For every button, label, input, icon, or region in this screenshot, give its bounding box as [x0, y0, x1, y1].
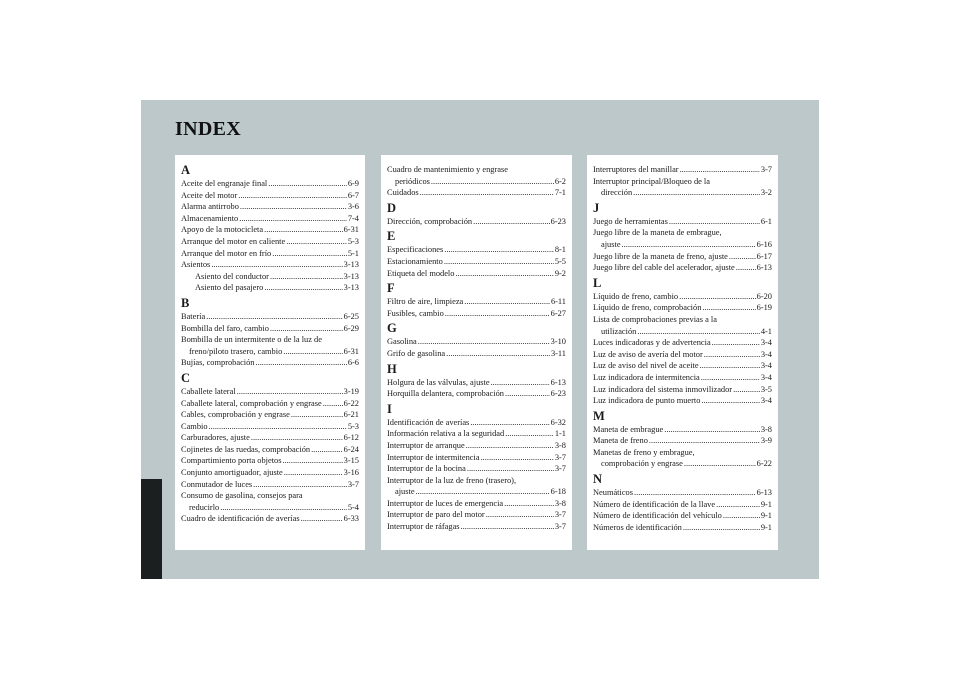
index-entry-label: freno/piloto trasero, cambio — [189, 346, 283, 356]
index-letter: N — [593, 472, 603, 487]
index-entry-head: Interruptor principal/Bloqueo de la — [593, 176, 710, 186]
index-entry-label: Interruptor de la bocina — [387, 464, 466, 474]
leader-dots — [504, 498, 554, 510]
index-entry-label: Compartimiento porta objetos — [181, 456, 282, 466]
index-entry — [387, 509, 566, 521]
leader-dots — [716, 499, 760, 511]
leader-dots — [418, 336, 550, 348]
index-entry-label: Caballete lateral — [181, 386, 236, 396]
index-entry — [181, 513, 359, 525]
leader-dots — [445, 308, 550, 320]
index-letter: M — [593, 408, 605, 423]
index-entry-label: Interruptor de arranque — [387, 440, 465, 450]
index-entry-page: 6-9 — [347, 179, 359, 188]
leader-dots — [211, 259, 342, 271]
index-entry — [593, 326, 772, 338]
index-entry — [593, 522, 772, 534]
index-entry — [387, 521, 566, 533]
index-entry-label: Maneta de embrague — [593, 424, 664, 434]
leader-dots — [491, 377, 550, 389]
index-entry — [387, 417, 566, 429]
index-entry-label: Maneta de freno — [593, 436, 648, 446]
index-entry-page: 6-13 — [756, 488, 772, 498]
index-entry-page: 4-1 — [760, 326, 772, 336]
leader-dots — [444, 244, 554, 256]
index-entry-page: 1-1 — [554, 429, 566, 439]
index-entry-label: Horquilla delantera, comprobación — [387, 389, 504, 399]
index-entry-label: Número de identificación del vehículo — [593, 511, 722, 521]
index-entry-label: Dirección, comprobación — [387, 216, 473, 226]
index-entry-label: Cuadro de identificación de averías — [181, 514, 300, 524]
index-entry — [181, 479, 359, 491]
leader-dots — [272, 248, 347, 260]
index-entry — [181, 213, 359, 225]
index-entry-label: Líquido de freno, cambio — [593, 291, 679, 301]
index-letter: A — [181, 163, 191, 177]
leader-dots — [301, 513, 343, 525]
index-entry-label: Cuidados — [387, 188, 419, 198]
leader-dots — [733, 384, 760, 396]
index-entry-page: 6-11 — [550, 297, 566, 307]
leader-dots — [286, 236, 347, 248]
index-letter: F — [387, 281, 395, 296]
index-entry — [181, 444, 359, 456]
leader-dots — [444, 256, 554, 268]
index-entry-page: 6-13 — [550, 377, 566, 387]
index-entry-page: 3-4 — [760, 372, 772, 382]
index-entry-page: 6-2 — [554, 176, 566, 186]
leader-dots — [253, 479, 347, 491]
index-entry — [387, 463, 566, 475]
index-entry — [387, 244, 566, 256]
leader-dots — [701, 395, 759, 407]
index-entry — [593, 499, 772, 511]
index-entry — [593, 302, 772, 314]
index-entry — [387, 296, 566, 308]
leader-dots — [622, 239, 756, 251]
index-entry-label: Alarma antirrobo — [181, 202, 239, 212]
index-entry-label: Conjunto amortiguador, ajuste — [181, 468, 283, 478]
leader-dots — [220, 502, 347, 514]
index-entry-label: Interruptor de paro del motor — [387, 510, 485, 520]
leader-dots — [206, 311, 342, 323]
index-entry-page: 6-7 — [347, 190, 359, 200]
leader-dots — [416, 486, 550, 498]
index-entry-label: ajuste — [395, 487, 415, 497]
index-entry-label: Caballete lateral, comprobación y engrase — [181, 398, 322, 408]
leader-dots — [704, 349, 760, 361]
index-entry — [387, 256, 566, 268]
index-entry — [387, 377, 566, 389]
index-letter: L — [593, 275, 602, 290]
index-entry — [181, 201, 359, 213]
index-entry-label: dirección — [601, 188, 633, 198]
leader-dots — [291, 409, 343, 421]
index-entry-label: Asiento del pasajero — [195, 283, 264, 293]
index-letter: E — [387, 229, 396, 244]
index-entry-page: 3-5 — [760, 384, 772, 394]
leader-dots — [311, 444, 343, 456]
leader-dots — [702, 302, 755, 314]
index-letter: H — [387, 361, 397, 376]
index-entry-page: 3-8 — [760, 424, 772, 434]
index-entry-page: 6-32 — [550, 417, 566, 427]
index-entry-label: Juego libre de la maneta de freno, ajuste — [593, 251, 728, 261]
index-entry-label: utilización — [601, 326, 637, 336]
index-entry — [181, 190, 359, 202]
index-entry-label: Bujías, comprobación — [181, 358, 255, 368]
index-entry-label: reducirlo — [189, 502, 220, 512]
index-entry-page: 6-16 — [756, 239, 772, 249]
index-entry-page: 3-13 — [343, 260, 359, 270]
index-entry — [387, 388, 566, 400]
index-entry-page: 6-21 — [343, 410, 359, 420]
leader-dots — [736, 262, 756, 274]
index-entry — [181, 282, 359, 294]
index-entry-label: Grifo de gasolina — [387, 348, 446, 358]
leader-dots — [264, 282, 342, 294]
index-entry-page: 3-7 — [554, 464, 566, 474]
index-entry-page: 3-4 — [760, 396, 772, 406]
leader-dots — [446, 348, 550, 360]
index-entry-head: Consumo de gasolina, consejos para — [181, 491, 303, 501]
index-entry-page: 3-7 — [347, 479, 359, 489]
index-entry-page: 6-24 — [343, 444, 359, 454]
index-entry-page: 5-3 — [347, 236, 359, 246]
index-entry-page: 6-29 — [343, 323, 359, 333]
index-entry-label: Arranque del motor en caliente — [181, 236, 286, 246]
index-entry — [387, 452, 566, 464]
index-entry-label: Interruptor de intermitencia — [387, 452, 480, 462]
leader-dots — [284, 467, 343, 479]
index-entry-head: Lista de comprobaciones previas a la — [593, 314, 717, 324]
index-letter: C — [181, 370, 191, 385]
index-entry — [593, 262, 772, 274]
index-entry — [181, 178, 359, 190]
index-entry-page: 6-31 — [343, 225, 359, 235]
index-entry-page: 6-23 — [550, 216, 566, 226]
index-entry — [181, 357, 359, 369]
index-entry-label: Luz indicadora de intermitencia — [593, 372, 700, 382]
index-entry-page: 6-27 — [550, 308, 566, 318]
index-entry — [387, 336, 566, 348]
leader-dots — [723, 510, 760, 522]
index-entry — [593, 384, 772, 396]
index-entry-label: Interruptor de luces de emergencia — [387, 498, 504, 508]
leader-dots — [505, 428, 554, 440]
index-entry — [181, 386, 359, 398]
leader-dots — [323, 398, 343, 410]
index-entry-label: Interruptores del manillar — [593, 165, 679, 174]
index-letter: B — [181, 295, 190, 310]
index-entry — [181, 311, 359, 323]
index-entry-page: 3-6 — [347, 202, 359, 212]
leader-dots — [268, 178, 347, 190]
index-entry-page: 7-4 — [347, 213, 359, 223]
index-entry-label: Número de identificación de la llave — [593, 499, 716, 509]
index-entry-label: Juego de herramientas — [593, 216, 668, 226]
index-entry-label: Identificación de averías — [387, 417, 470, 427]
index-entry-page: 3-8 — [554, 440, 566, 450]
index-entry — [593, 360, 772, 372]
index-entry — [593, 187, 772, 199]
index-entry-page: 6-12 — [343, 433, 359, 443]
leader-dots — [729, 251, 756, 263]
index-entry — [593, 510, 772, 522]
index-entry — [593, 164, 772, 176]
index-entry — [387, 486, 566, 498]
leader-dots — [679, 291, 756, 303]
index-entry — [593, 435, 772, 447]
index-entry — [181, 259, 359, 271]
index-entry-page: 6-22 — [343, 398, 359, 408]
index-entry-page: 6-22 — [756, 459, 772, 469]
index-entry — [181, 398, 359, 410]
leader-dots — [701, 372, 760, 384]
index-entry-label: Luz indicadora de punto muerto — [593, 396, 701, 406]
index-entry — [593, 487, 772, 499]
leader-dots — [664, 424, 760, 436]
index-entry-page: 6-33 — [343, 514, 359, 524]
index-entry — [387, 268, 566, 280]
index-entry-page: 9-1 — [760, 499, 772, 509]
index-entry-label: Apoyo de la motocicleta — [181, 225, 264, 235]
leader-dots — [461, 521, 554, 533]
index-entry-label: Aceite del motor — [181, 190, 238, 200]
index-entry-page: 3-4 — [760, 338, 772, 348]
index-column-1 — [175, 155, 365, 550]
index-entry-label: Almacenamiento — [181, 213, 239, 223]
index-entry — [593, 239, 772, 251]
leader-dots — [669, 216, 760, 228]
index-letter: I — [387, 401, 392, 416]
index-entry-page: 3-4 — [760, 361, 772, 371]
leader-dots — [431, 176, 554, 188]
index-entry-label: Estacionamiento — [387, 256, 443, 266]
index-entry-head: Cuadro de mantenimiento y engrase — [387, 165, 508, 174]
index-entry — [181, 502, 359, 514]
index-entry-page: 3-15 — [343, 456, 359, 466]
index-entry-label: ajuste — [601, 239, 621, 249]
index-entry — [387, 176, 566, 188]
index-entry-page: 5-1 — [347, 248, 359, 258]
leader-dots — [505, 388, 550, 400]
index-entry-head: Interruptor de la luz de freno (trasero), — [387, 475, 517, 485]
leader-dots — [251, 432, 343, 444]
leader-dots — [238, 190, 347, 202]
index-entry-label: Interruptor de ráfagas — [387, 522, 460, 532]
index-entry-label: Carburadores, ajuste — [181, 433, 250, 443]
index-entry-page: 3-13 — [343, 283, 359, 293]
index-entry — [387, 187, 566, 199]
index-entry-label: Bombilla del faro, cambio — [181, 323, 269, 333]
index-entry — [181, 346, 359, 358]
index-entry — [387, 308, 566, 320]
index-entry-label: Especificaciones — [387, 245, 444, 255]
index-entry-page: 3-9 — [760, 436, 772, 446]
index-entry-page: 6-31 — [343, 346, 359, 356]
index-entry — [181, 271, 359, 283]
leader-dots — [633, 187, 760, 199]
leader-dots — [680, 164, 760, 176]
index-entry — [593, 216, 772, 228]
index-entry-page: 3-19 — [343, 386, 359, 396]
index-entry-label: Neumáticos — [593, 488, 634, 498]
index-entry-label: Arranque del motor en frío — [181, 248, 272, 258]
index-entry — [387, 498, 566, 510]
index-entry — [593, 458, 772, 470]
index-entry-page: 7-1 — [554, 188, 566, 198]
index-entry-page: 6-17 — [756, 251, 772, 261]
chapter-tab — [141, 479, 162, 579]
index-entry-page: 3-10 — [550, 337, 566, 347]
index-entry — [387, 348, 566, 360]
index-entry-page: 9-1 — [760, 511, 772, 521]
index-entry-page: 3-2 — [760, 188, 772, 198]
index-entry-label: Conmutador de luces — [181, 479, 253, 489]
index-entry-page: 3-7 — [554, 452, 566, 462]
index-entry-label: comprobación y engrase — [601, 459, 683, 469]
leader-dots — [649, 435, 760, 447]
index-entry-page: 5-4 — [347, 502, 359, 512]
index-entry-label: Asiento del conductor — [195, 271, 269, 281]
index-entry-label: Batería — [181, 311, 206, 321]
leader-dots — [637, 326, 759, 338]
index-entry-head: Juego libre de la maneta de embrague, — [593, 228, 722, 238]
leader-dots — [464, 296, 550, 308]
index-entry-page: 3-11 — [550, 348, 566, 358]
index-entry — [181, 421, 359, 433]
index-entry-label: Gasolina — [387, 337, 417, 347]
index-entry-label: Filtro de aire, limpieza — [387, 297, 464, 307]
index-entry — [387, 440, 566, 452]
leader-dots — [470, 417, 549, 429]
index-entry-page: 9-1 — [760, 522, 772, 532]
index-entry-label: Cojinetes de las ruedas, comprobación — [181, 444, 311, 454]
index-entry — [593, 291, 772, 303]
leader-dots — [256, 357, 347, 369]
leader-dots — [420, 187, 554, 199]
index-entry — [181, 432, 359, 444]
index-entry-page: 5-3 — [347, 421, 359, 431]
index-entry-label: Luz de aviso de avería del motor — [593, 349, 703, 359]
index-entry-label: Asientos — [181, 260, 211, 270]
index-entry-page: 3-13 — [343, 271, 359, 281]
index-entry — [181, 236, 359, 248]
index-entry-page: 6-1 — [760, 216, 772, 226]
index-entry-page: 3-7 — [554, 522, 566, 532]
leader-dots — [712, 337, 760, 349]
index-entry-label: Cambio — [181, 421, 208, 431]
leader-dots — [264, 224, 343, 236]
index-entry-label: Etiqueta del modelo — [387, 268, 455, 278]
index-entry-label: Aceite del engranaje final — [181, 179, 268, 188]
index-entry-head: Manetas de freno y embrague, — [593, 447, 695, 457]
index-entry-label: Luces indicadoras y de advertencia — [593, 338, 711, 348]
index-entry — [181, 248, 359, 260]
index-entry — [181, 323, 359, 335]
index-entry — [593, 251, 772, 263]
index-entry — [593, 337, 772, 349]
leader-dots — [473, 216, 550, 228]
index-entry-page: 6-23 — [550, 389, 566, 399]
index-entry-label: periódicos — [395, 176, 430, 186]
leader-dots — [237, 386, 343, 398]
index-entry-page: 6-19 — [756, 303, 772, 313]
index-entry-page: 3-7 — [554, 510, 566, 520]
leader-dots — [209, 421, 347, 433]
index-entry-page: 3-7 — [760, 165, 772, 174]
index-entry-label: Cables, comprobación y engrase — [181, 410, 290, 420]
index-entry-page: 6-13 — [756, 263, 772, 273]
leader-dots — [486, 509, 554, 521]
index-entry-head: Bombilla de un intermitente o de la luz de — [181, 335, 322, 345]
index-entry — [593, 349, 772, 361]
index-entry-page: 9-2 — [554, 268, 566, 278]
index-entry-page: 6-6 — [347, 358, 359, 368]
leader-dots — [283, 346, 342, 358]
index-entry-page: 6-25 — [343, 311, 359, 321]
index-entry-label: Luz de aviso del nivel de aceite — [593, 361, 699, 371]
index-entry — [181, 409, 359, 421]
index-letter: G — [387, 321, 397, 336]
index-entry — [181, 224, 359, 236]
index-entry-page: 5-5 — [554, 256, 566, 266]
index-entry-label: Luz indicadora del sistema inmovilizador — [593, 384, 733, 394]
leader-dots — [481, 452, 554, 464]
index-column-3 — [587, 155, 778, 550]
index-entry-page: 3-8 — [554, 498, 566, 508]
index-entry-page: 3-16 — [343, 468, 359, 478]
leader-dots — [270, 271, 343, 283]
index-entry-page: 6-20 — [756, 291, 772, 301]
leader-dots — [684, 458, 756, 470]
index-entry-label: Información relativa a la seguridad — [387, 429, 505, 439]
index-column-2 — [381, 155, 572, 550]
index-entry — [593, 424, 772, 436]
index-letter: J — [593, 200, 600, 215]
leader-dots — [683, 522, 760, 534]
leader-dots — [634, 487, 756, 499]
leader-dots — [282, 455, 342, 467]
index-entry-page: 8-1 — [554, 245, 566, 255]
index-entry-label: Números de identificación — [593, 522, 682, 532]
index-entry-label: Líquido de freno, comprobación — [593, 303, 702, 313]
index-letter: D — [387, 200, 397, 215]
leader-dots — [239, 213, 347, 225]
leader-dots — [455, 268, 553, 280]
index-entry-label: Holgura de las válvulas, ajuste — [387, 377, 490, 387]
index-entry — [593, 372, 772, 384]
index-entry — [181, 467, 359, 479]
leader-dots — [700, 360, 760, 372]
leader-dots — [466, 440, 554, 452]
index-entry-page: 6-18 — [550, 487, 566, 497]
leader-dots — [240, 201, 347, 213]
index-entry-label: Juego libre del cable del acelerador, ajuste — [593, 263, 735, 273]
index-entry — [181, 455, 359, 467]
index-entry — [387, 428, 566, 440]
index-entry-page: 3-4 — [760, 349, 772, 359]
leader-dots — [270, 323, 343, 335]
index-entry-label: Fusibles, cambio — [387, 308, 444, 318]
leader-dots — [467, 463, 554, 475]
index-entry — [387, 216, 566, 228]
page-title: INDEX — [175, 118, 241, 140]
index-entry — [593, 395, 772, 407]
